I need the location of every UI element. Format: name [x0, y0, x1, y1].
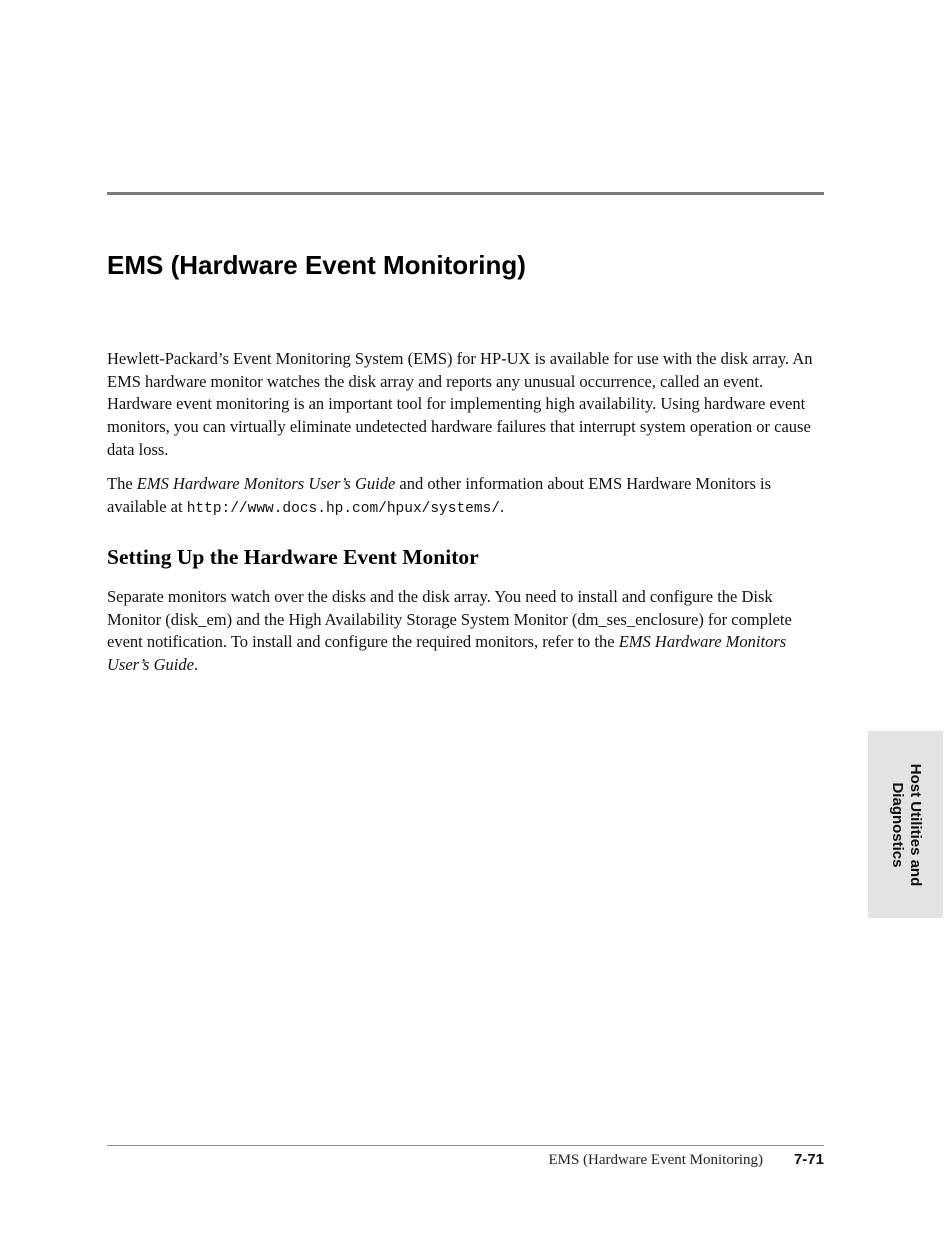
chapter-side-tab: [868, 731, 943, 918]
chapter-title: EMS (Hardware Event Monitoring): [107, 250, 526, 280]
footer-rule: [107, 1145, 824, 1146]
section-paragraph: [107, 586, 824, 677]
intro-p2-suffix: .: [499, 496, 505, 516]
footer-section-title: EMS (Hardware Event Monitoring): [548, 1152, 763, 1168]
top-rule: [107, 192, 824, 195]
intro-p2-prefix: The: [107, 474, 137, 493]
side-tab-line-1: Host Utilities and: [906, 763, 924, 886]
section-paragraph-text: Separate monitors watch over the disks and the disk array. You need to install and configure the Disk Monitor (disk_em) and the High Availability Storage System Monitor (dm_ses_enclosure) for complete event notification. To install and configure the required monitors, refer to the: [107, 587, 792, 652]
footer-page-number: 7-71: [793, 1151, 824, 1168]
side-tab-label: [888, 763, 924, 886]
section-title: Setting Up the Hardware Event Monitor: [107, 545, 479, 569]
docs-url: http://www.docs.hp.com/hpux/systems/: [186, 500, 500, 517]
section-guide-title-reference: EMS Hardware Monitors User’s Guide: [107, 632, 787, 675]
guide-title-reference: EMS Hardware Monitors User’s Guide: [136, 474, 396, 493]
intro-paragraph-2: [107, 473, 824, 520]
section-paragraph-suffix: .: [193, 655, 199, 675]
intro-p2-middle: and other information about EMS Hardware Monitors is available at: [107, 474, 772, 516]
side-tab-line-2: Diagnostics: [888, 781, 906, 868]
intro-paragraph-1: Hewlett-Packard’s Event Monitoring System (EMS) for HP-UX is available for use with the disk array. An EMS hardware monitor watches the disk array and reports any unusual occurrence, called an event. Hardware event monitoring is an important tool for implementing high availability. Using hardware event monitors, you can virtually eliminate undetected hardware failures that interrupt system operation or cause data loss.: [107, 349, 813, 459]
